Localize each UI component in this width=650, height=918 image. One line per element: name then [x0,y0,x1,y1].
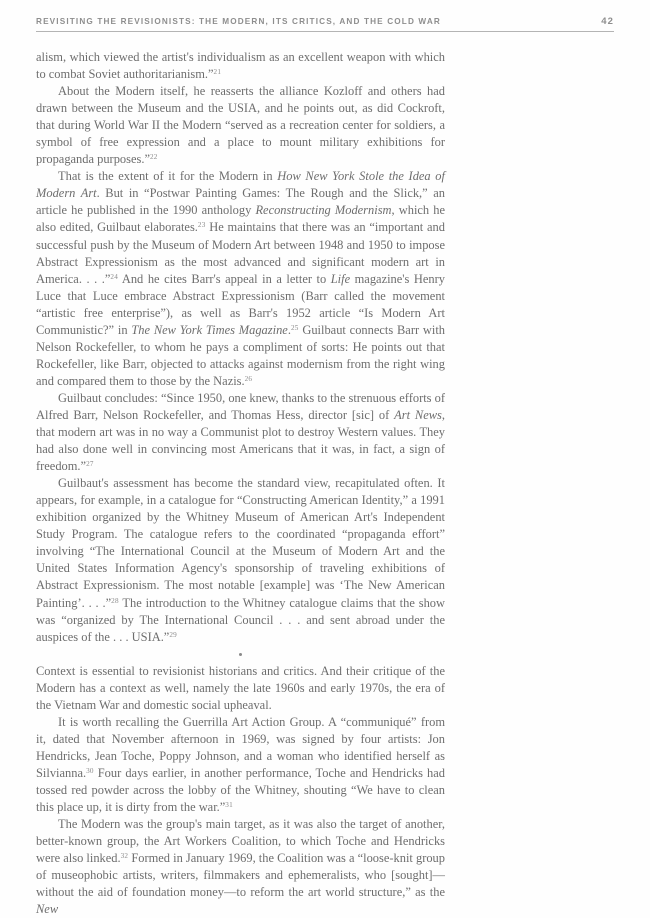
paragraph-p-guilbaut-concludes: Guilbaut concludes: “Since 1950, one knew, thanks to the strenuous efforts of Alfred Barr, Nelson Rockefeller, and Thomas Hess, director [sic] of Art News, that modern art was in no way a Communist plot to destroy Western values. They had also done well in convincing most Americans that it was, in fact, a sign of freedom.”$^{27}$ [36,390,445,474]
body-text-block [36,49,445,918]
running-head-title: REVISITING THE REVISIONISTS: THE MODERN, ITS CRITICS, AND THE COLD WAR [36,17,441,26]
paragraph-p-that-is-the-extent: That is the extent of it for the Modern in How New York Stole the Idea of Modern Art. But in “Postwar Painting Games: The Rough and the Slick,” an article he published in the 1990 anthology Reconstructing Modernism, which he also edited, Guilbaut elaborates.$^{23}$ He maintains that there was an “important and successful push by the Museum of Modern Art between 1948 and 1950 to impose Abstract Expressionism as the most advanced and significant modern art in America. . . .”$^{24}$ And he cites Barr's appeal in a letter to Life magazine's Henry Luce that Luce embrace Abstract Expressionism (Barr called the movement “artistic free enterprise”), as well as Barr's 1952 article “Is Modern Art Communistic?” in The New York Times Magazine.$^{25}$ Guilbaut connects Barr with Nelson Rockefeller, to whom he pays a compliment of sorts: He points out that Rockefeller, like Barr, objected to attacks against modernism from the right wing and compared them to those by the Nazis.$^{26}$ [36,169,446,388]
paragraph-p-guilbauts-assessment: Guilbaut's assessment has become the standard view, recapitulated often. It appears, for example, in a catalogue for “Constructing American Identity,” a 1991 exhibition organized by the Whitney Museum of American Art's Independent Study Program. The catalogue refers to the coordinated “propaganda effort” involving “The International Council at the Museum of Modern Art and the United States Information Agency's sponsorship of traveling exhibitions of Abstract Expressionism. The most notable [example] was ‘The New American Painting’. . . .”$^{28}$ The introduction to the Whitney catalogue claims that the show was “organized by The International Council . . . and sent abroad under the auspices of the . . . USIA.”$^{29}$ [36,476,445,644]
header-rule [36,31,614,32]
section-break-ornament [36,646,445,663]
paragraph-p-context-is-essential: Context is essential to revisionist historians and critics. And their critique of the Modern has a context as well, namely the late 1960s and early 1970s, the era of the Vietnam War and domestic social upheaval. [36,663,445,712]
section-break-dot-icon [239,653,242,656]
paragraph-p-guerrilla-art-action: It is worth recalling the Guerrilla Art Action Group. A “communiqué” from it, dated that November afternoon in 1969, was signed by four artists: Jon Hendricks, Jean Toche, Poppy Johnson, and a woman who identified herself as Silvianna.$^{30}$ Four days earlier, in another performance, Toche and Hendricks had tossed red powder across the lobby of the Whitney, shouting “We have to clean this place up, it is dirty from the war.”$^{31}$ [36,714,445,815]
paragraph-p-continued-alism: alism, which viewed the artist's individualism as an excellent weapon with which to combat Soviet authoritarianism.”$^{21}$ [36,50,445,82]
paragraph-p-the-modern-was-target: The Modern was the group's main target, as it was also the target of another, better-known group, the Art Workers Coalition, to which Toche and Hendricks were also linked.$^{32}$ Formed in January 1969, the Coalition was a “loose-knit group of museophobic artists, writers, filmmakers and ephemeralists, who [sought]—without the aid of foundation money—to reform the art world structure,” as the New [36,817,445,917]
running-head [36,16,614,27]
page-number: 42 [601,16,614,27]
paragraph-p-about-the-modern: About the Modern itself, he reasserts the alliance Kozloff and others had drawn between the Museum and the USIA, and he points out, as did Cockroft, that during World War II the Modern “served as a recreation center for soldiers, a symbol of free expression and a place to mount military exhibitions for propaganda purposes.”$^{22}$ [36,84,445,167]
